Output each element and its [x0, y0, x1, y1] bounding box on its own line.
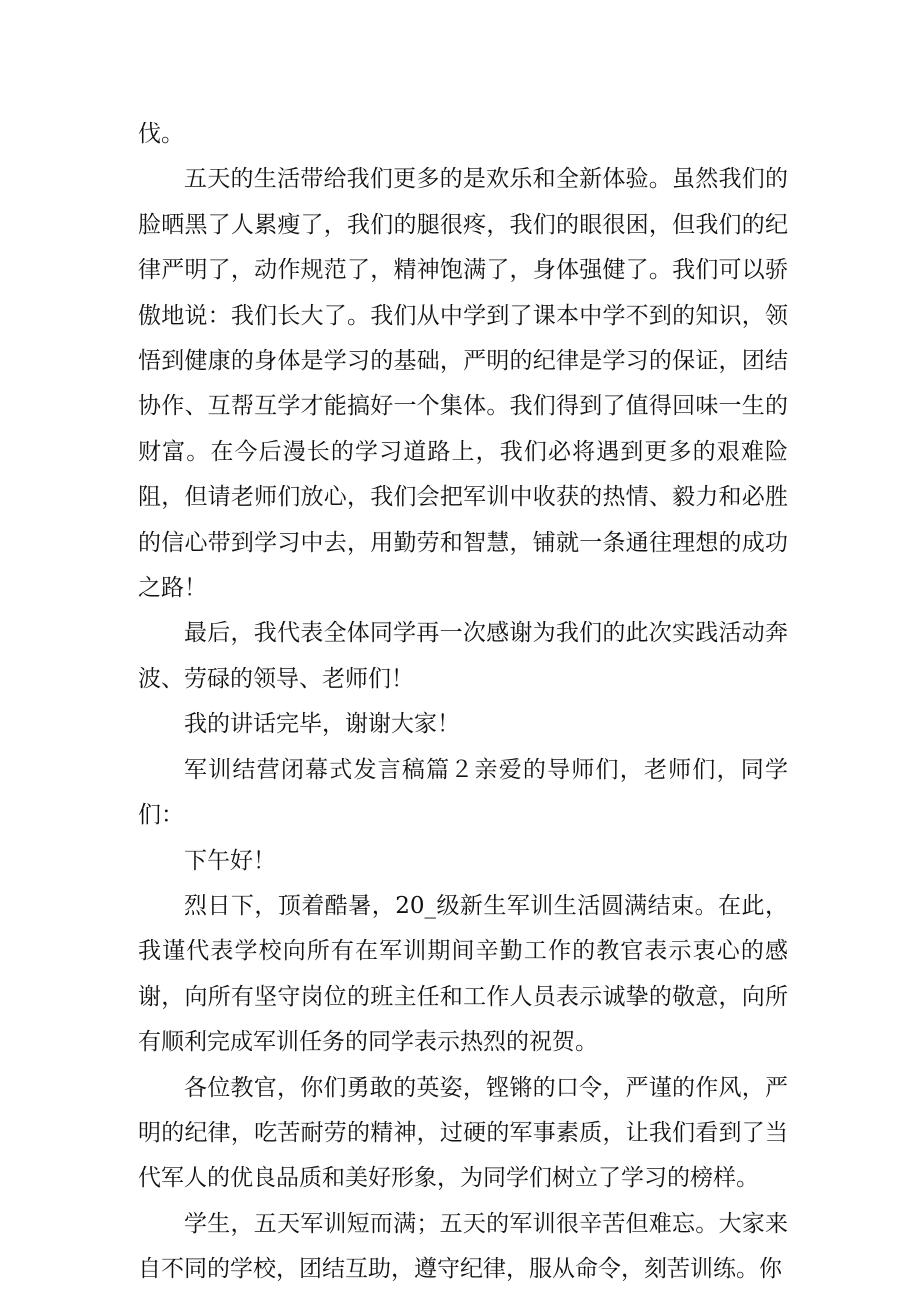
- paragraph-closing: 我的讲话完毕，谢谢大家！: [184, 711, 460, 738]
- paragraph-students: 学生，五天军训短而满；五天的军训很辛苦但难忘。大家来自不同的学校，团结互助，遵守纪律，服从命令，刻苦训练。你: [138, 1210, 788, 1283]
- document-body: [138, 112, 788, 1293]
- paragraph-congratulations: 烈日下，顶着酷暑，20_级新生军训生活圆满结束。在此，我谨代表学校向所有在军训期间辛勤工作的教官表示衷心的感谢，向所有坚守岗位的班主任和工作人员表示诚挚的敬意，向所有顺利完成军训任务的同学表示热烈的祝贺。: [138, 892, 788, 1056]
- paragraph-continuation: 伐。: [138, 121, 184, 147]
- paragraph-thanks: 最后，我代表全体同学再一次感谢为我们的此次实践活动奔波、劳碌的领导、老师们！: [138, 620, 788, 692]
- paragraph-greeting: 下午好！: [184, 847, 276, 874]
- paragraph-training-experience: 五天的生活带给我们更多的是欢乐和全新体验。虽然我们的脸晒黑了人累瘦了，我们的腿很疼，我们的眼很困，但我们的纪律严明了，动作规范了，精神饱满了，身体强健了。我们可以骄傲地说：我们长大了。我们从中学到了课本中学不到的知识，领悟到健康的身体是学习的基础，严明的纪律是学习的保证，团结协作、互帮互学才能搞好一个集体。我们得到了值得回味一生的财富。在今后漫长的学习道路上，我们必将遇到更多的艰难险阻，但请老师们放心，我们会把军训中收获的热情、毅力和必胜的信心带到学习中去，用勤劳和智慧，铺就一条通往理想的成功之路！: [138, 166, 788, 602]
- paragraph-instructors: 各位教官，你们勇敢的英姿，铿锵的口令，严谨的作风，严明的纪律，吃苦耐劳的精神，过硬的军事素质，让我们看到了当代军人的优良品质和美好形象，为同学们树立了学习的榜样。: [138, 1074, 788, 1192]
- paragraph-speech-2-title: 军训结营闭幕式发言稿篇２亲爱的导师们，老师们，同学们：: [138, 756, 788, 829]
